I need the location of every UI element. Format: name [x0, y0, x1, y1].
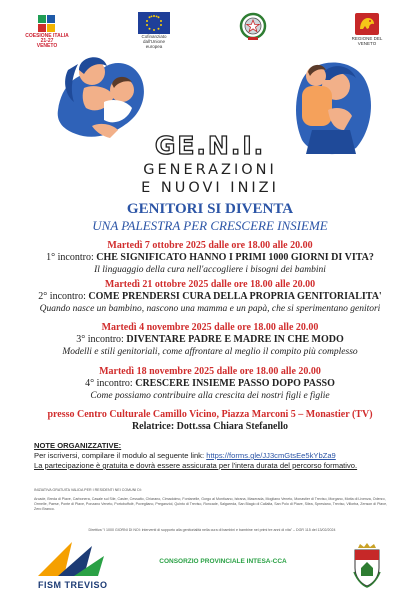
brand-line-nuovi-inizi: E NUOVI INIZI: [141, 180, 279, 196]
meeting-label: 2° incontro:: [38, 291, 86, 302]
headline-title: GENITORI SI DIVENTA: [126, 201, 294, 217]
meeting-subtitle: Modelli e stili genitoriali, come affrontare al meglio il compito più complesso: [62, 347, 358, 357]
meeting-3: [20, 322, 400, 358]
meeting-subtitle: Quando nasce un bambino, nascono una mamma e un papà, che si sperimentano genitori: [39, 304, 381, 314]
coesione-mark-icon: [36, 12, 58, 34]
notes-signup-text: Per iscriversi, compilare il modulo al seguente link:: [34, 451, 205, 460]
municipalities-fine-print: [34, 488, 390, 512]
meeting-title: CHE SIGNIFICATO HANNO I PRIMI 1000 GIORNI DI VITA?: [96, 252, 374, 263]
notes-participation: La partecipazione è gratuita e dovrà essere assicurata per l'intera durata del percorso formativo.: [34, 461, 358, 470]
bottom-logo-bar: [34, 538, 390, 594]
venue-speaker: Relatrice: Dott.ssa Chiara Stefanello: [131, 421, 289, 432]
initiative-label: INIZIATIVA GRATUITA VALIDA PER I RESIDENTI NEI COMUNI DI:: [34, 488, 142, 492]
veneto-label: REGIONE DEL VENETO: [351, 36, 383, 46]
meeting-title-line: [20, 252, 400, 264]
meeting-title-line: [20, 291, 400, 303]
meeting-1: [20, 240, 400, 276]
meeting-subtitle: Come possiamo contribuire alla crescita dei nostri figli e figlie: [90, 391, 330, 401]
consorzio-logo: CONSORZIO PROVINCIALE INTESA-CCA: [159, 558, 287, 565]
meeting-date: Martedì 18 novembre 2025 dalle ore 18.00 alle 20.00: [99, 366, 321, 377]
meeting-label: 4° incontro:: [85, 378, 133, 389]
eu-flag-icon: [138, 12, 170, 34]
coesione-label: COESIONE ITALIA 21-27: [25, 33, 69, 44]
notes-title: NOTE ORGANIZZATIVE:: [34, 441, 122, 450]
fism-label: FISM TREVISO: [38, 580, 108, 590]
signup-form-link[interactable]: https://forms.gle/JJ3cmGtsEe5kYbZa9: [206, 451, 336, 460]
meeting-title: CRESCERE INSIEME PASSO DOPO PASSO: [135, 378, 335, 389]
municipalities-list: Arcade, Breda di Piave, Carbonera, Casale sul Sile, Casier, Cessalto, Chiarano, Cimadolmo, Fontanelle, Gorgo al Monticano, Istrana, Maserada, Mogliano Veneto, Monastier di Treviso, Morgano, Motta di Livenza, Oderzo, Ormelle, Paese, Ponte di Piave, Ponzano Veneto, Portobuffolè, Povegliano, Preganziol, Quinto di Treviso, Roncade, Salgareda, San Biagio di Callalta, San Polo di Piave, Silea, Spresiano, Treviso, Villorba, Zenson di Piave, Zero Branco.: [34, 497, 388, 511]
veneto-lion-icon: [354, 12, 380, 36]
municipal-coat-of-arms-icon: [352, 542, 382, 588]
brand-line-generazioni: GENERAZIONI: [143, 162, 277, 178]
top-logo-bar: [22, 12, 398, 50]
meeting-subtitle: Il linguaggio della cura nell'accogliere i bisogni dei bambini: [94, 265, 326, 275]
notes-signup-line: [34, 451, 394, 461]
meeting-label: 1° incontro:: [46, 252, 94, 263]
fism-mark-icon: [34, 540, 108, 578]
funding-fine-print: Direttiva "I 1000 GIORNI DI NOI: interventi di supporto alla genitorialità nella cura di bambini e bambine nei primi tre anni di vita" – DGR 115 del 13/02/2024: [88, 528, 336, 532]
meeting-date: Martedì 21 ottobre 2025 dalle ore 18.00 alle 20.00: [104, 279, 316, 290]
coesione-italia-logo: [22, 12, 72, 50]
italian-republic-emblem: [238, 12, 268, 50]
meeting-title-line: [20, 334, 400, 346]
regione-veneto-logo: [342, 12, 392, 50]
meeting-label: 3° incontro:: [76, 334, 124, 345]
brand-name: GE.N.I.: [154, 131, 266, 160]
republic-emblem-icon: [239, 12, 267, 42]
venue-block: [0, 409, 420, 433]
organizational-notes: [34, 441, 394, 471]
eu-label: Cofinanziato dall'Unione europea: [141, 34, 167, 49]
meeting-date: Martedì 7 ottobre 2025 dalle ore 18.00 alle 20.00: [107, 240, 313, 251]
meeting-title: COME PRENDERSI CURA DELLA PROPRIA GENITORIALITA': [88, 291, 382, 302]
meeting-date: Martedì 4 novembre 2025 dalle ore 18.00 alle 20.00: [101, 322, 319, 333]
meeting-title-line: [20, 378, 400, 390]
meeting-title: DIVENTARE PADRE E MADRE IN CHE MODO: [126, 334, 344, 345]
eu-logo: [136, 12, 172, 50]
venue-place: presso Centro Culturale Camillo Vicino, Piazza Marconi 5 – Monastier (TV): [47, 409, 373, 420]
fism-treviso-logo: [34, 540, 114, 590]
coesione-sub-label: VENETO: [36, 43, 58, 49]
meeting-2: [20, 279, 400, 315]
headline-subtitle: UNA PALESTRA PER CRESCERE INSIEME: [92, 218, 328, 233]
meeting-4: [20, 366, 400, 402]
